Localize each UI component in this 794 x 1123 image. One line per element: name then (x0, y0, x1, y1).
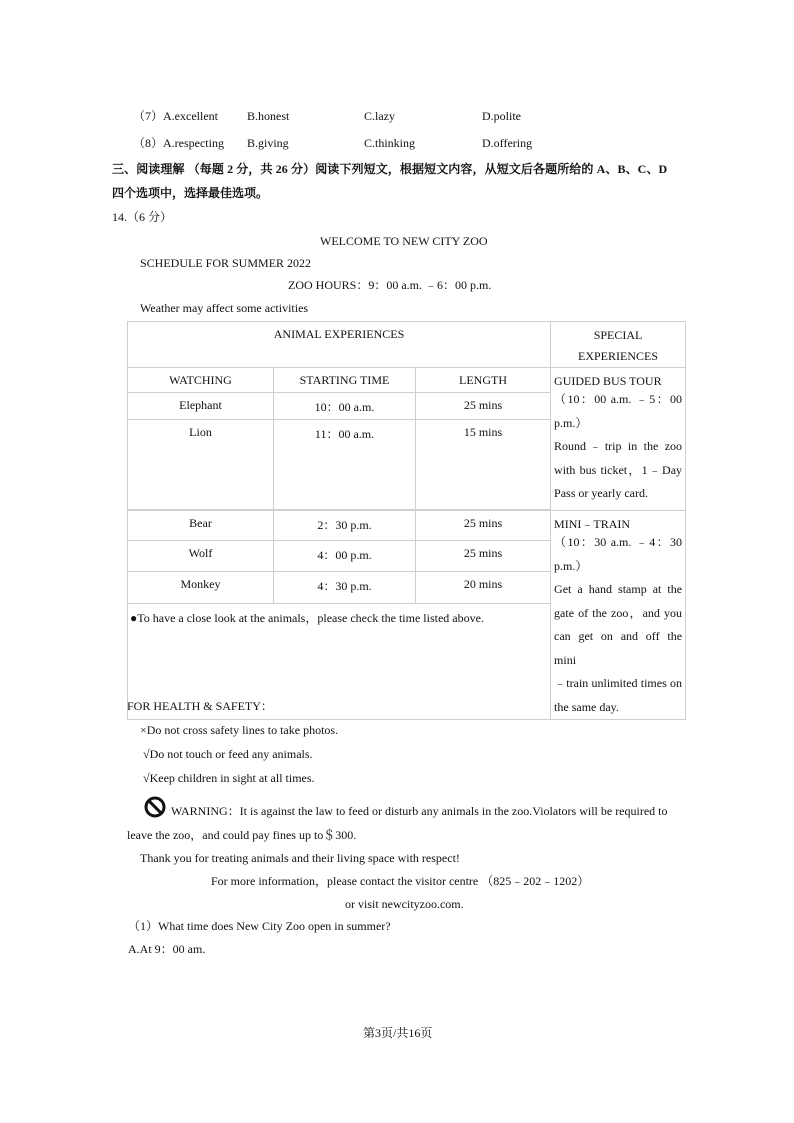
bus-tour-name: GUIDED BUS TOUR (554, 374, 662, 388)
length-cell: 15 mins (416, 420, 551, 510)
guided-bus-tour-cell (551, 368, 686, 511)
question-number: 14.（6 分） (112, 210, 173, 224)
column-header-starting-time (274, 368, 416, 393)
length-cell: 25 mins (416, 511, 551, 541)
q7-option-d: D.polite (482, 109, 521, 123)
notice-schedule: SCHEDULE FOR SUMMER 2022 (140, 256, 312, 270)
safety-rule-3: √Keep children in sight at all times. (143, 771, 315, 785)
question-1-stem: （1）What time does New City Zoo open in summer? (128, 919, 391, 933)
mini-train-time-1: （10：30 a.m. ﹣4：30 (554, 535, 683, 549)
table-row (128, 511, 686, 541)
mini-train-desc-2: gate of the zoo，and you (554, 605, 683, 620)
special-header-line1: SPECIAL (593, 328, 643, 342)
animal-cell: Lion (128, 420, 274, 510)
notice-weather: Weather may affect some activities (140, 301, 309, 315)
schedule-table (127, 321, 686, 720)
mini-train-desc-3: can get on and off the mini (554, 629, 683, 667)
mini-train-desc-5: the same day. (554, 699, 619, 714)
time-cell: 11：00 a.m. (274, 420, 416, 510)
notice-title: WELCOME TO NEW CITY ZOO (320, 234, 488, 248)
table-note: ●To have a close look at the animals，please check the time listed above. (130, 610, 484, 625)
time-cell: 4：00 p.m. (274, 541, 416, 572)
page-footer: 第3页/共16页 (363, 1026, 433, 1040)
mini-train-desc-4: ﹣train unlimited times on (554, 676, 683, 690)
time-cell: 10：00 a.m. (274, 393, 416, 420)
mini-train-cell (551, 511, 686, 720)
safety-heading: FOR HEALTH & SAFETY： (127, 699, 273, 713)
animal-cell: Elephant (128, 393, 274, 420)
q8-option-a: （8）A.respecting (133, 136, 224, 150)
special-experiences-header (551, 322, 686, 368)
q8-option-c: C.thinking (364, 136, 416, 150)
bus-tour-desc-3: Pass or yearly card. (554, 486, 648, 500)
column-header-watching (128, 368, 274, 393)
bus-tour-desc-1: Round﹣trip in the zoo (554, 439, 683, 453)
bus-tour-time-1: （10：00 a.m. ﹣5：00 (554, 392, 683, 406)
q7-option-b: B.honest (247, 109, 290, 123)
q7-option-c: C.lazy (364, 109, 395, 123)
q7-option-a: （7）A.excellent (133, 109, 218, 123)
column-header-text: STARTING TIME (299, 373, 390, 387)
notice-hours: ZOO HOURS：9：00 a.m. ﹣6：00 p.m. (288, 278, 492, 292)
section-heading-line2: 四个选项中，选择最佳选项。 (112, 186, 269, 200)
mini-train-time-2: p.m.） (554, 558, 588, 573)
bus-tour-time-2: p.m.） (554, 415, 588, 430)
q8-option-d: D.offering (482, 136, 533, 150)
time-cell: 4：30 p.m. (274, 572, 416, 603)
special-header-line2: EXPERIENCES (578, 349, 659, 363)
column-header-length (416, 368, 551, 393)
animal-experiences-header (128, 322, 551, 368)
animal-cell: Bear (128, 511, 274, 541)
animal-cell: Wolf (128, 541, 274, 572)
contact-line2: or visit newcityzoo.com. (345, 897, 464, 911)
contact-line1: For more information，please contact the visitor centre （825﹣202﹣1202） (211, 874, 590, 888)
length-cell: 25 mins (416, 393, 551, 420)
safety-rule-2: √Do not touch or feed any animals. (143, 747, 313, 761)
time-cell: 2：30 p.m. (274, 511, 416, 541)
column-header-text: LENGTH (459, 373, 508, 387)
mini-train-desc-1: Get a hand stamp at the (554, 582, 683, 596)
length-cell: 20 mins (416, 572, 551, 603)
bus-tour-desc-2: with bus ticket，1﹣Day (554, 462, 683, 477)
animal-experiences-title: ANIMAL EXPERIENCES (273, 327, 405, 341)
prohibited-icon (144, 796, 166, 818)
section-heading-line1: 三、阅读理解 （每题 2 分，共 26 分）阅读下列短文，根据短文内容，从短文后各题所给的 A、B、C、D (112, 162, 668, 176)
warning-line1: WARNING：It is against the law to feed or disturb any animals in the zoo.Violators will be required to (171, 804, 668, 818)
column-header-text: WATCHING (169, 373, 232, 387)
thanks-text: Thank you for treating animals and their living space with respect! (140, 851, 460, 865)
mini-train-name: MINI﹣TRAIN (554, 517, 631, 531)
animal-cell: Monkey (128, 572, 274, 603)
warning-line2: leave the zoo，and could pay fines up to＄300. (127, 828, 357, 842)
safety-rule-1: ×Do not cross safety lines to take photos. (140, 723, 339, 737)
question-1-option-a: A.At 9：00 am. (128, 942, 206, 956)
q8-option-b: B.giving (247, 136, 289, 150)
length-cell: 25 mins (416, 541, 551, 572)
